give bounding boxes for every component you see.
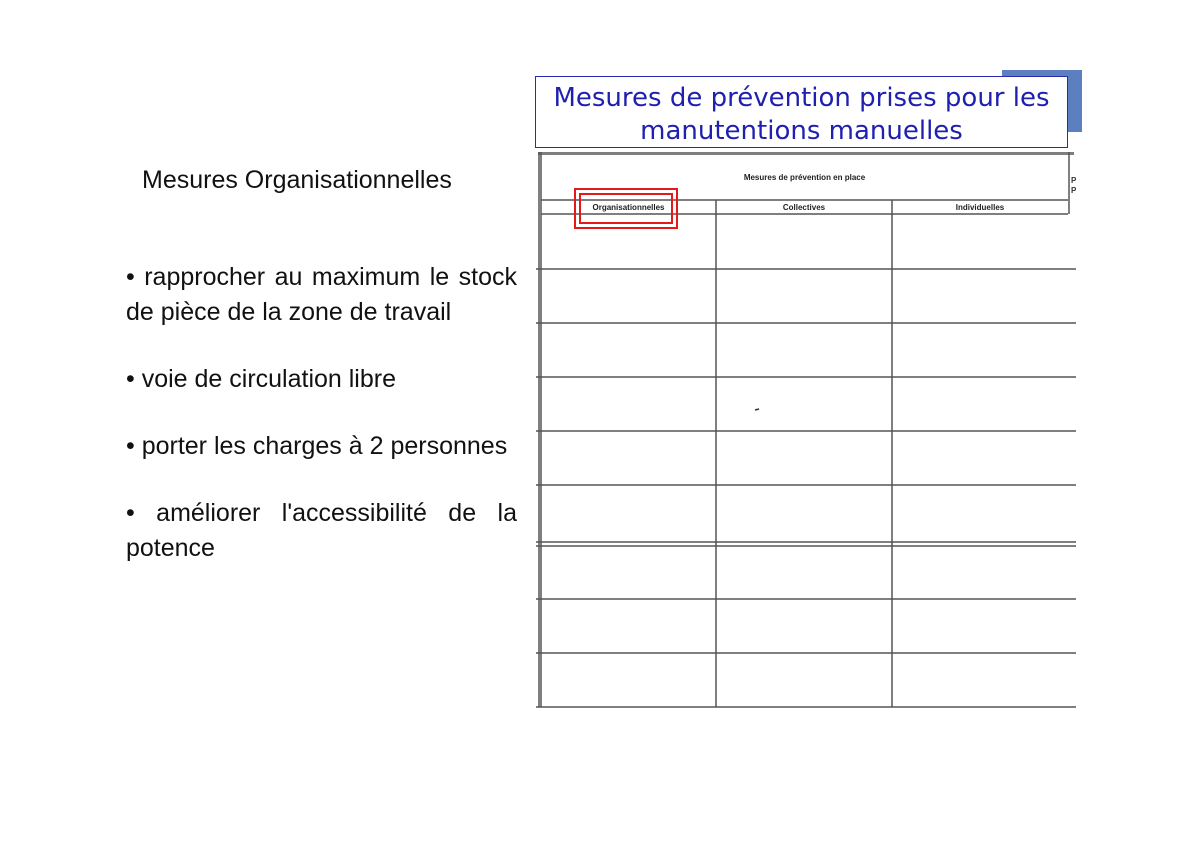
- bullet-item: • rapprocher au maximum le stock de pièce de la zone de travail: [126, 263, 517, 326]
- cut-off-label: P: [1071, 186, 1077, 195]
- prevention-form-scan: [536, 152, 1076, 709]
- slide-title-line-1: Mesures de prévention prises pour les: [553, 83, 1050, 113]
- slide-title: [535, 76, 1068, 148]
- form-grid: [536, 152, 1076, 709]
- cut-off-label: P: [1071, 176, 1077, 185]
- column-header-collectives: Collectives: [782, 203, 826, 212]
- organisationnelles-highlight-box: [574, 188, 678, 229]
- section-subtitle: Mesures Organisationnelles: [142, 166, 452, 194]
- slide-title-line-2: manutentions manuelles: [640, 116, 963, 146]
- form-header: Mesures de prévention en place: [743, 173, 866, 182]
- column-header-individuelles: Individuelles: [955, 203, 1005, 212]
- bullet-list: [126, 260, 517, 598]
- bullet-item: • voie de circulation libre: [126, 365, 396, 393]
- column-header-organisationnelles: Organisationnelles: [592, 203, 665, 212]
- bullet-item: • porter les charges à 2 personnes: [126, 432, 508, 460]
- bullet-item: • améliorer l'accessibilité de la potence: [126, 499, 517, 562]
